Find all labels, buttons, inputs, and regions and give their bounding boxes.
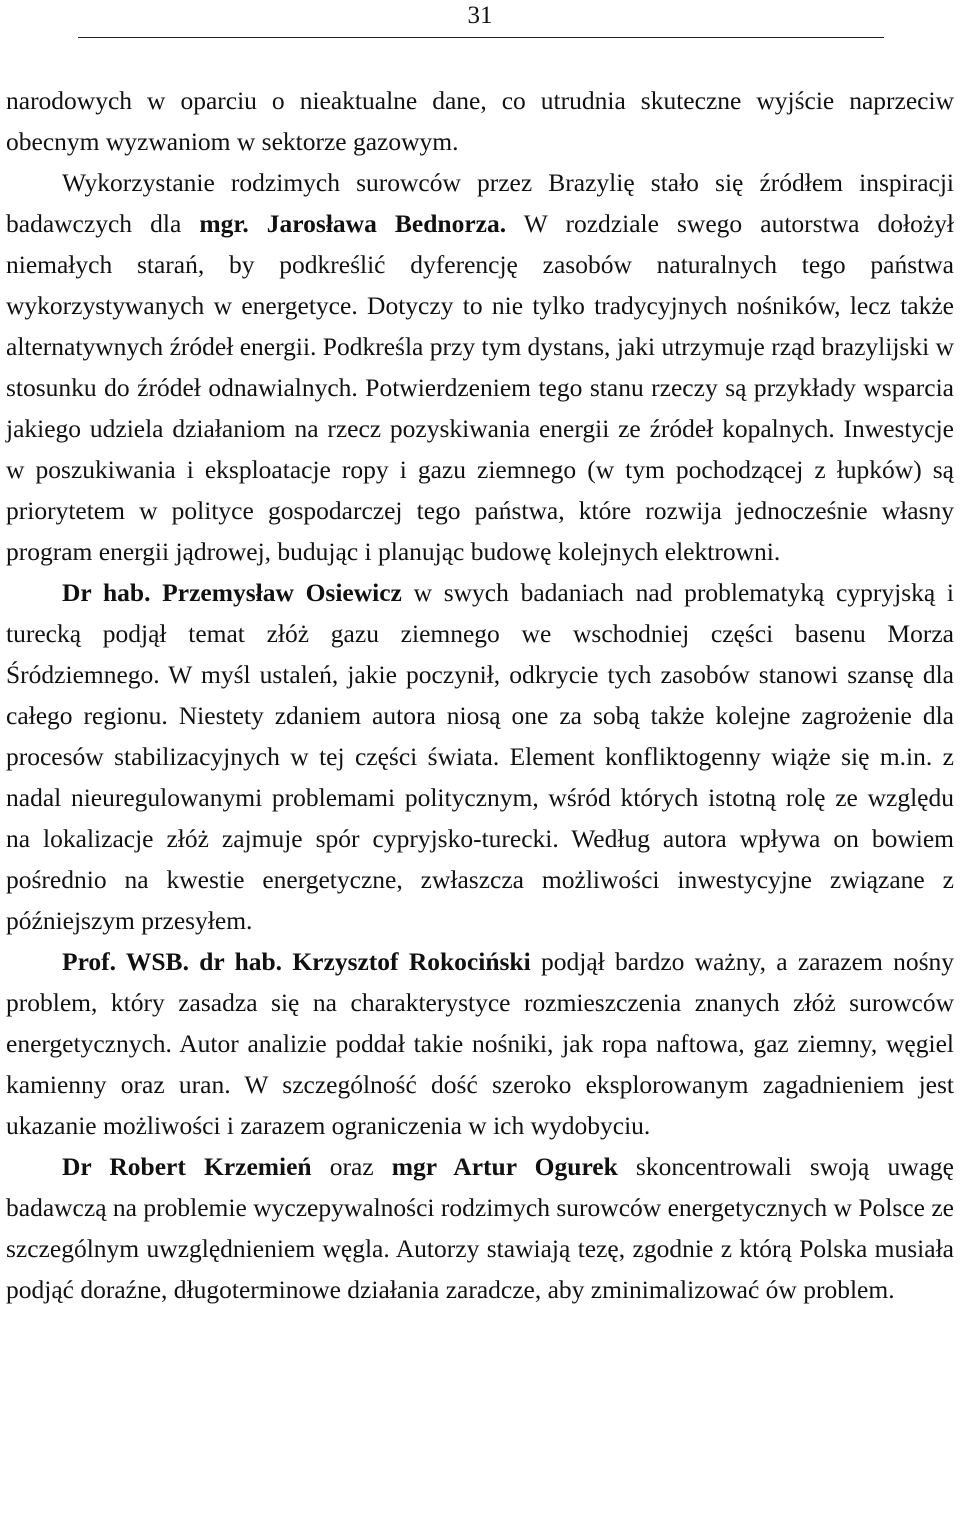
author-name: Prof. WSB. dr hab. Krzysztof Rokociński: [62, 947, 531, 976]
paragraph-p4: [6, 941, 954, 1146]
author-name: Dr hab. Przemysław Osiewicz: [62, 578, 402, 607]
author-name: mgr. Jarosława Bednorza.: [199, 209, 507, 238]
body-text: [6, 80, 954, 1310]
header-rule: [78, 37, 884, 38]
text-run: W rozdziale swego autorstwa dołożył niemałych starań, by podkreślić dyferencję zasobów naturalnych tego państwa wykorzystywanych w energetyce. Dotyczy to nie tylko tradycyjnych nośników, lecz także alternatywnych źródeł energii. Podkreśla przy tym dystans, jaki utrzymuje rząd brazylijski w stosunku do źródeł odnawialnych. Potwierdzeniem tego stanu rzeczy są przykłady wsparcia jakiego udziela działaniom na rzecz pozyskiwania energii ze źródeł kopalnych. Inwestycje w poszukiwania i eksploatacje ropy i gazu ziemnego (w tym pochodzącej z łupków) są priorytetem w polityce gospodarczej tego państwa, które rozwija jednocześnie własny program energii jądrowej, budując i planując budowę kolejnych elektrowni.: [6, 209, 954, 566]
paragraph-p3: [6, 572, 954, 941]
author-name: Dr Robert Krzemień: [62, 1152, 312, 1181]
paragraph-p1: [6, 80, 954, 162]
text-run: Wykorzystanie rodzimych surowców przez Brazylię stało się źródłem inspiracji badawczych dla: [6, 168, 954, 238]
text-run: narodowych w oparciu o nieaktualne dane, co utrudnia skuteczne wyjście naprzeciw obecnym wyzwaniom w sektorze gazowym.: [6, 86, 954, 156]
text-run: podjął bardzo ważny, a zarazem nośny problem, który zasadza się na charakterystyce rozmieszczenia znanych złóż surowców energetycznych. Autor analizie poddał takie nośniki, jak ropa naftowa, gaz ziemny, węgiel kamienny oraz uran. W szczególność dość szeroko eksplorowanym zagadnieniem jest ukazanie możliwości i zarazem ograniczenia w ich wydobyciu.: [6, 947, 954, 1140]
text-run: w swych badaniach nad problematyką cypryjską i turecką podjął temat złóż gazu ziemnego we wschodniej części basenu Morza Śródziemnego. W myśl ustaleń, jakie poczynił, odkrycie tych zasobów stanowi szansę dla całego regionu. Niestety zdaniem autora niosą one za sobą także kolejne zagrożenie dla procesów stabilizacyjnych w tej części świata. Element konfliktogenny wiąże się m.in. z nadal nieuregulowanymi problemami politycznym, wśród których istotną rolę ze względu na lokalizacje złóż zajmuje spór cypryjsko-turecki. Według autora wpływa on bowiem pośrednio na kwestie energetyczne, zwłaszcza możliwości inwestycyjne związane z późniejszym przesyłem.: [6, 578, 954, 935]
text-run: oraz: [311, 1152, 392, 1181]
text-run: skoncentrowali swoją uwagę badawczą na problemie wyczepywalności rodzimych surowców energetycznych w Polsce ze szczególnym uwzględnieniem węgla. Autorzy stawiają tezę, zgodnie z którą Polska musiała podjąć doraźne, długoterminowe działania zaradcze, aby zminimalizować ów problem.: [6, 1152, 954, 1304]
paragraph-p2: [6, 162, 954, 572]
page-number: 31: [467, 2, 493, 29]
author-name: mgr Artur Ogurek: [391, 1152, 618, 1181]
paragraph-p5: [6, 1146, 954, 1310]
